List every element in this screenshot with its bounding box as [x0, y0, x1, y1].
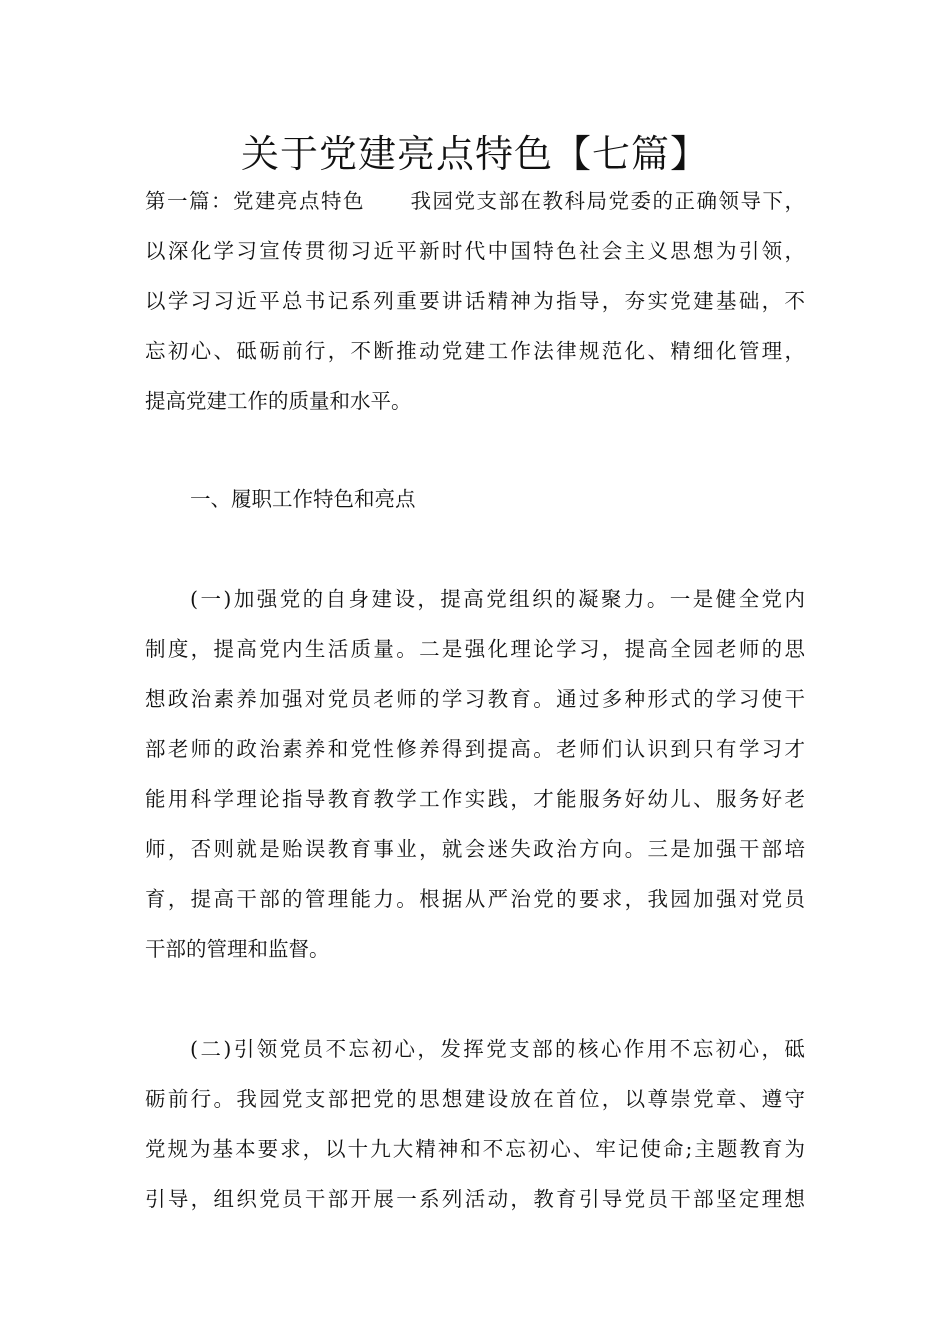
document-title: 关于党建亮点特色【七篇】 — [240, 132, 709, 176]
paragraph-1-line-2: 制度，提高党内生活质量。二是强化理论学习，提高全园老师的思 — [145, 637, 805, 661]
paragraph-1-line-4: 部老师的政治素养和党性修养得到提高。老师们认识到只有学习才 — [145, 737, 805, 761]
paragraph-2-line-1: (二)引领党员不忘初心，发挥党支部的核心作用不忘初心，砥 — [190, 1037, 805, 1061]
intro-line-3: 以学习习近平总书记系列重要讲话精神为指导，夯实党建基础，不 — [145, 289, 805, 313]
paragraph-1-line-5: 能用科学理论指导教育教学工作实践，才能服务好幼儿、服务好老 — [145, 787, 805, 811]
paragraph-1-line-7: 育，提高干部的管理能力。根据从严治党的要求，我园加强对党员 — [145, 887, 805, 911]
paragraph-1-line-3: 想政治素养加强对党员老师的学习教育。通过多种形式的学习使干 — [145, 687, 805, 711]
intro-text: 我园党支部在教科局党委的正确领导下， — [409, 189, 805, 213]
paragraph-1-line-8: 干部的管理和监督。 — [145, 937, 330, 961]
paragraph-2-line-4: 引导，组织党员干部开展一系列活动，教育引导党员干部坚定理想 — [145, 1187, 805, 1211]
paragraph-1-line-1: (一)加强党的自身建设，提高党组织的凝聚力。一是健全党内 — [190, 587, 805, 611]
intro-line-2: 以深化学习宣传贯彻习近平新时代中国特色社会主义思想为引领， — [145, 239, 805, 263]
paragraph-2-line-3: 党规为基本要求，以十九大精神和不忘初心、牢记使命;主题教育为 — [145, 1137, 805, 1161]
paragraph-2-line-2: 砺前行。我园党支部把党的思想建设放在首位，以尊崇党章、遵守 — [145, 1087, 805, 1111]
chapter-label: 第一篇：党建亮点特色 — [145, 189, 365, 213]
paragraph-1-line-6: 师，否则就是贻误教育事业，就会迷失政治方向。三是加强干部培 — [145, 837, 805, 861]
intro-line-4: 忘初心、砥砺前行，不断推动党建工作法律规范化、精细化管理， — [145, 339, 805, 363]
section-heading: 一、履职工作特色和亮点 — [190, 487, 416, 511]
intro-line-5: 提高党建工作的质量和水平。 — [145, 389, 412, 413]
intro-line-1 — [145, 186, 805, 216]
